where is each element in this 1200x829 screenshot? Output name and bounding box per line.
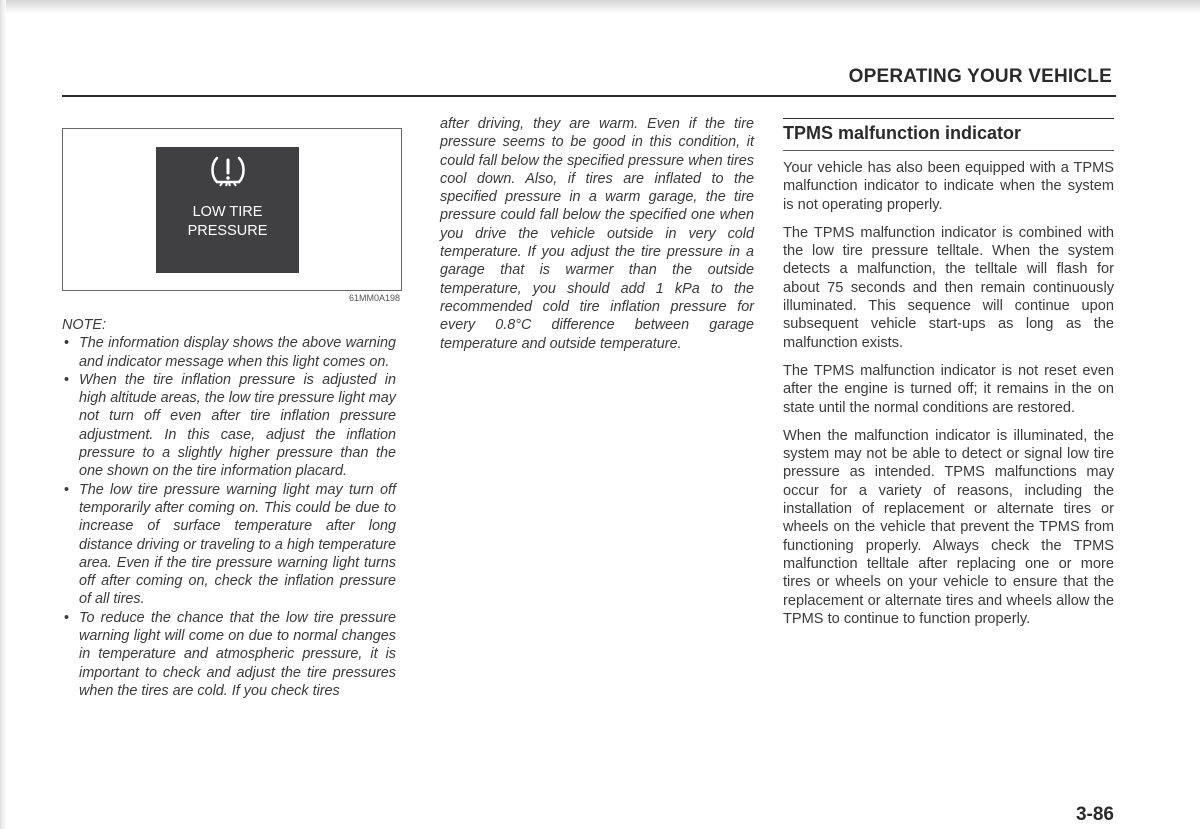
page-left-edge <box>0 0 6 829</box>
note-item <box>62 334 396 371</box>
bullet-icon: • <box>64 609 70 626</box>
bullet-icon: • <box>64 335 70 352</box>
note-title: NOTE: <box>62 317 106 333</box>
figure-caption: 61MM0A198 <box>348 293 400 303</box>
bullet-icon: • <box>64 481 70 498</box>
paragraph: When the malfunction indicator is illuminated, the system may not be able to detect or signal low tire pressure as intended. TPMS malfunctions may occur for a variety of reasons, including the installation of replacement or alternate tires or wheels on the vehicle that prevent the TPMS from functioning properly. Always check the TPMS malfunction telltale after replacing one or more tires or wheels on your vehicle to ensure that the replacement or alternate tires and wheels allow the TPMS to continue to function properly. <box>783 427 1114 627</box>
right-column <box>783 118 1114 638</box>
header-rule <box>62 95 1116 97</box>
warning-message <box>188 203 268 241</box>
note-item-text: The information display shows the above warning and indicator message when this light comes on. <box>79 335 396 370</box>
heading-top-rule <box>783 118 1114 119</box>
warning-line-2: PRESSURE <box>187 223 268 239</box>
low-tire-pressure-display <box>156 147 299 273</box>
bullet-icon: • <box>64 371 70 388</box>
tpms-heading: TPMS malfunction indicator <box>783 123 1022 143</box>
section-title: OPERATING YOUR VEHICLE <box>848 66 1112 87</box>
middle-column-text: after driving, they are warm. Even if the tire pressure seems to be good in this condition, it could fall below the specified pressure when tires cool down. Also, if tires are inflated to the specified pressure in a warm garage, the tire pressure could fall below the specified one when you drive the vehicle outside in very cold temperature. If you adjust the tire pressure in a garage that is warmer than the outside temperature, you should add 1 kPa to the recommended cold tire inflation pressure for every 0.8°C difference between garage temperature and outside temperature. <box>440 116 754 352</box>
paragraph: The TPMS malfunction indicator is not reset even after the engine is turned off; it remains in the on state until the normal conditions are restored. <box>783 362 1114 416</box>
paragraph: The TPMS malfunction indicator is combined with the low tire pressure telltale. When the system detects a malfunction, the telltale will flash for about 75 seconds and then remain continuously illuminated. This sequence will continue upon subsequent vehicle start-ups as long as the malfunction exists. <box>783 224 1114 351</box>
warning-line-1: LOW TIRE <box>192 204 263 220</box>
note-item-text: The low tire pressure warning light may turn off temporarily after coming on. This could be due to increase of surface temperature after long distance driving or traveling to a high temperature area. Even if the tire pressure warning light turns off after coming on, check the inflation pressure of all tires. <box>79 481 396 608</box>
note-list <box>62 334 396 700</box>
note-item-text: To reduce the chance that the low tire pressure warning light will come on due to normal changes in temperature and atmospheric pressure, it is important to check and adjust the tire pressures when the tires are cold. If you check tires <box>79 609 396 699</box>
note-item <box>62 371 396 481</box>
tire-pressure-warning-icon <box>209 154 247 188</box>
left-column <box>62 316 396 700</box>
note-item <box>62 481 396 609</box>
middle-column <box>440 115 754 353</box>
page-number: 3-86 <box>1075 804 1114 825</box>
page-top-edge <box>0 0 1200 14</box>
heading-bottom-rule <box>783 150 1114 151</box>
note-item-text: When the tire inflation pressure is adjusted in high altitude areas, the low tire pressure light may not turn off even after tire inflation pressure adjustment. In this case, adjust the inflation pressure to a slightly higher pressure than the one shown on the tire information placard. <box>79 371 396 480</box>
paragraph: Your vehicle has also been equipped with a TPMS malfunction indicator to indicate when the system is not operating properly. <box>783 160 1114 213</box>
note-item <box>62 609 396 700</box>
